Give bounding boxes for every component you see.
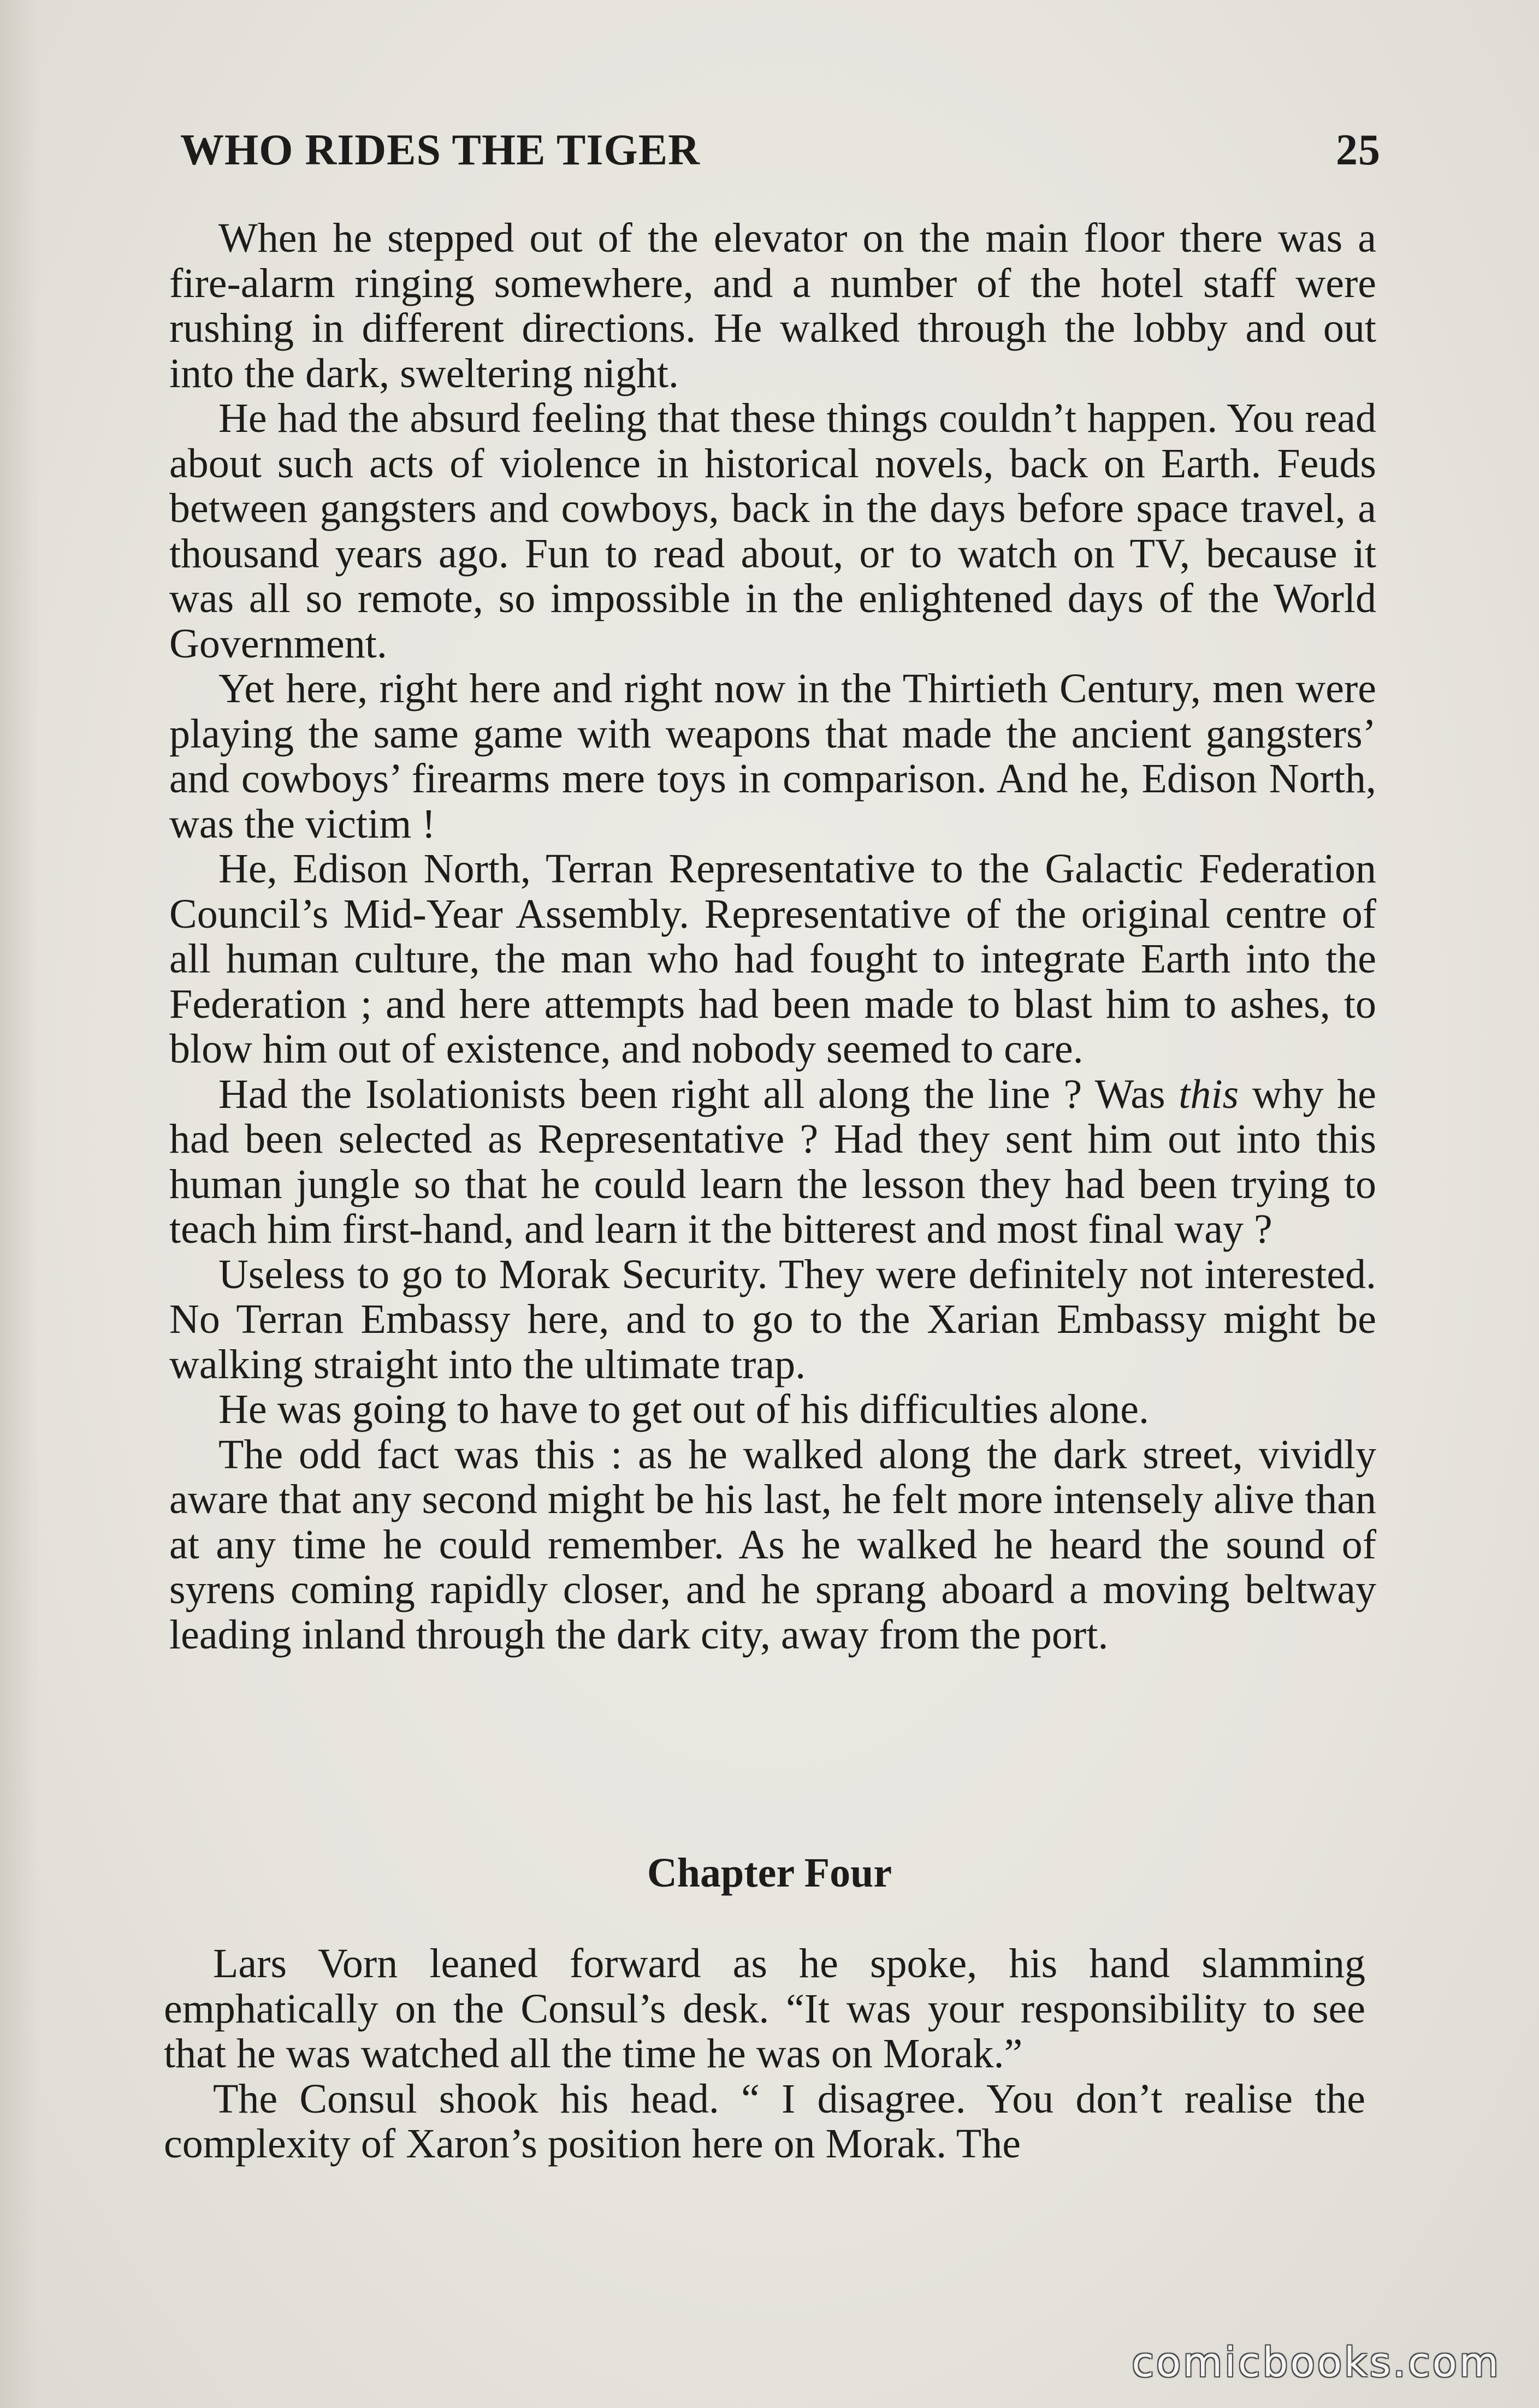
running-title: WHO RIDES THE TIGER xyxy=(180,126,700,174)
body-text-before-chapter xyxy=(169,216,1376,1657)
paragraph: He, Edison North, Terran Representative to the Galactic Federation Council’s Mid-Year Assembly. Representative of the original centre of all human culture, the man who had fought to integrate Earth into the Federation ; and here attempts had been made to blast him to ashes, to blow him out of existence, and nobody seemed to care. xyxy=(169,846,1376,1072)
emphasis-text: this xyxy=(1179,1071,1239,1117)
page-number: 25 xyxy=(1336,126,1381,174)
paragraph xyxy=(169,1072,1376,1252)
watermark: comicbooks.com xyxy=(1132,2339,1501,2386)
page-edge-shadow xyxy=(0,0,38,2408)
paragraph-text: Had the Isolationists been right all along the line ? Was xyxy=(218,1071,1179,1117)
paragraph: He had the absurd feeling that these things couldn’t happen. You read about such acts of violence in historical novels, back on Earth. Feuds between gangsters and cowboys, back in the days before space travel, a thousand years ago. Fun to read about, or to watch on TV, because it was all so remote, so impossible in the enlightened days of the World Government. xyxy=(169,395,1376,667)
paragraph: The odd fact was this : as he walked along the dark street, vividly aware that any second might be his last, he felt more intensely alive than at any time he could remember. As he walked he heard the sound of syrens coming rapidly closer, and he sprang aboard a moving beltway leading inland through the dark city, away from the port. xyxy=(169,1431,1376,1658)
body-text-after-chapter xyxy=(164,1941,1365,2167)
running-header xyxy=(180,112,1381,188)
paragraph: Yet here, right here and right now in the Thirtieth Century, men were playing the same game with weapons that made the ancient gangsters’ and cowboys’ firearms mere toys in comparison. And he, Edison North, was the victim ! xyxy=(169,666,1376,847)
paragraph: The Consul shook his head. “ I disagree. You don’t realise the complexity of Xaron’s position here on Morak. The xyxy=(164,2075,1365,2167)
paragraph: Useless to go to Morak Security. They were definitely not interested. No Terran Embassy here, and to go to the Xarian Embassy might be walking straight into the ultimate trap. xyxy=(169,1251,1376,1387)
paragraph: He was going to have to get out of his difficulties alone. xyxy=(218,1386,1150,1432)
paragraph: When he stepped out of the elevator on the main floor there was a fire-alarm ringing somewhere, and a number of the hotel staff were rushing in different directions. He walked through the lobby and out into the dark, sweltering night. xyxy=(169,215,1376,396)
chapter-heading: Chapter Four xyxy=(647,1850,892,1896)
paragraph: Lars Vorn leaned forward as he spoke, his hand slamming emphatically on the Consul’s desk. “It was your responsibility to see that he was watched all the time he was on Morak.” xyxy=(164,1941,1365,2077)
paragraph-text: why he had been selected as Representative ? Had they sent him out into this human jungle so that he could learn the lesson they had been trying to teach him first-hand, and learn it the bitterest and most final way ? xyxy=(169,1071,1377,1252)
